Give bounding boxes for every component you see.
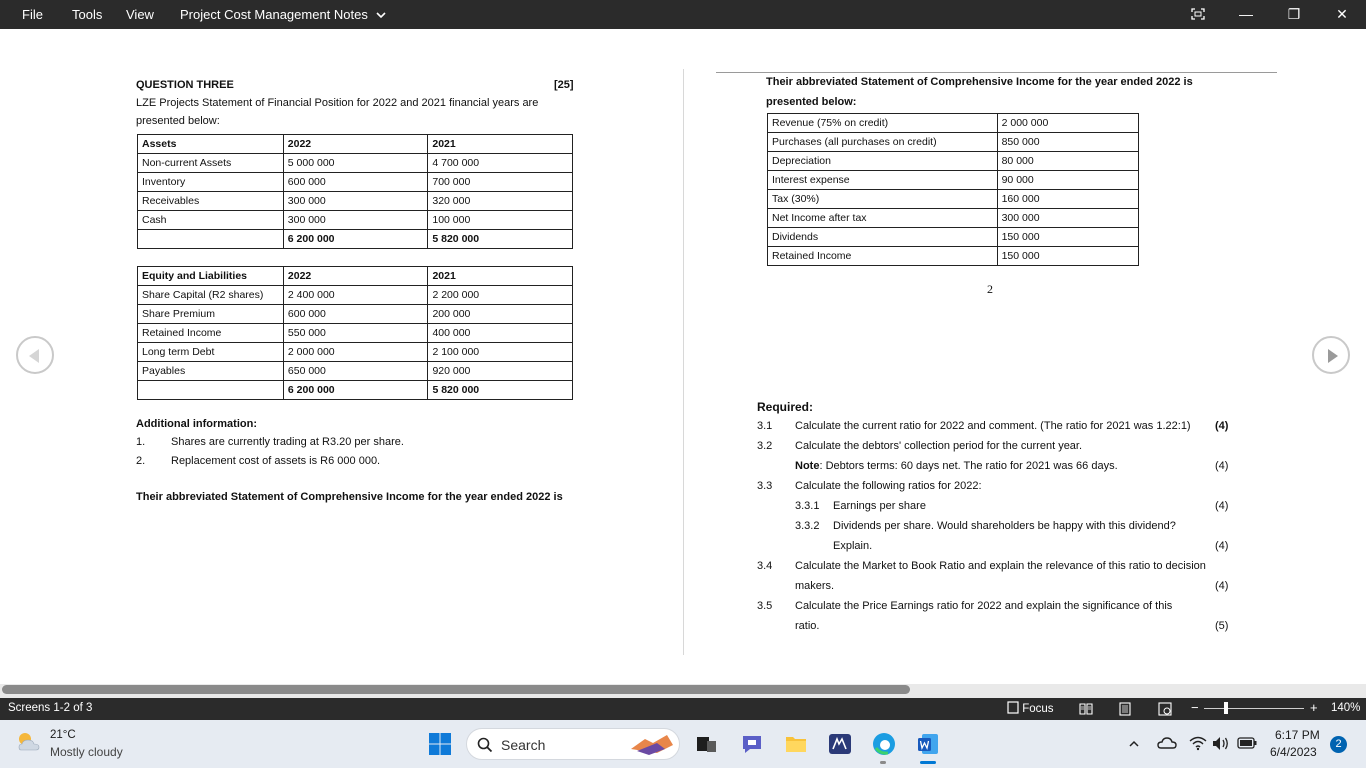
additional-info-title: Additional information: [136, 418, 257, 430]
chevron-left-icon [29, 349, 39, 363]
table-cell: 4 700 000 [428, 154, 573, 173]
table-row [138, 173, 573, 192]
soci-heading-line1: Their abbreviated Statement of Comprehensive Income for the year ended 2022 is [766, 76, 1193, 88]
table-cell: Interest expense [768, 171, 998, 190]
question-marks: (4) [1215, 540, 1229, 552]
table-cell: Cash [138, 211, 284, 230]
table-cell: 160 000 [997, 190, 1138, 209]
battery-icon[interactable] [1237, 737, 1257, 749]
table-cell: Payables [138, 362, 284, 381]
table-row [138, 211, 573, 230]
close-button[interactable]: ✕ [1336, 6, 1348, 22]
table-header-row [138, 267, 573, 286]
subquestion-number: 3.3.1 [795, 500, 820, 512]
table-cell: 200 000 [428, 305, 573, 324]
table-row [138, 324, 573, 343]
document-title-menu[interactable] [180, 7, 386, 22]
table-cell: 150 000 [997, 228, 1138, 247]
question-marks: (5) [1215, 620, 1229, 632]
subquestion-number: 3.3.2 [795, 520, 820, 532]
app-icon [828, 732, 852, 756]
table-cell: Dividends [768, 228, 998, 247]
note-label: Note [795, 460, 820, 472]
horizontal-scrollbar[interactable] [0, 684, 1366, 698]
table-row [768, 190, 1139, 209]
table-cell: Purchases (all purchases on credit) [768, 133, 998, 152]
store-app-button[interactable] [828, 732, 852, 756]
table-row [138, 343, 573, 362]
search-highlight-icon [627, 731, 679, 757]
table-cell: 920 000 [428, 362, 573, 381]
subquestion-text: Earnings per share [833, 500, 926, 512]
table-row [768, 228, 1139, 247]
table-cell: Long term Debt [138, 343, 284, 362]
table-row [138, 286, 573, 305]
chevron-up-icon[interactable] [1128, 739, 1140, 749]
subquestion-text-cont: Explain. [833, 540, 873, 552]
table-cell [138, 230, 284, 249]
question-text: Calculate the Market to Book Ratio and explain the relevance of this ratio to decision [795, 560, 1206, 572]
document-title: Project Cost Management Notes [180, 7, 368, 22]
taskbar [0, 720, 1366, 768]
table-cell: Inventory [138, 173, 284, 192]
table-header-cell: Assets [138, 135, 284, 154]
task-view-icon [694, 732, 718, 756]
clock-date[interactable]: 6/4/2023 [1270, 745, 1317, 759]
read-mode-icon[interactable] [1079, 702, 1093, 715]
chevron-right-icon [1328, 349, 1338, 363]
windows-icon [428, 732, 452, 756]
table-cell: 6 200 000 [283, 381, 428, 400]
table-cell: Net Income after tax [768, 209, 998, 228]
fullscreen-button[interactable] [1186, 3, 1210, 25]
question-marks: [25] [554, 79, 574, 91]
file-explorer-button[interactable] [784, 732, 808, 756]
table-cell: 2 100 000 [428, 343, 573, 362]
folder-icon [784, 732, 808, 756]
table-header-cell: 2022 [283, 267, 428, 286]
table-cell: 80 000 [997, 152, 1138, 171]
subquestion-text: Dividends per share. Would shareholders be happy with this dividend? [833, 520, 1176, 532]
table-row [138, 362, 573, 381]
table-row [138, 305, 573, 324]
taskbar-search-box[interactable] [466, 728, 680, 760]
teams-chat-button[interactable] [740, 732, 764, 756]
zoom-out-button[interactable]: − [1191, 700, 1199, 715]
weather-condition: Mostly cloudy [50, 745, 123, 759]
table-cell: 300 000 [997, 209, 1138, 228]
focus-icon [1007, 701, 1019, 714]
onedrive-icon[interactable] [1157, 736, 1177, 750]
table-cell: 100 000 [428, 211, 573, 230]
zoom-level[interactable]: 140% [1331, 702, 1361, 714]
partly-cloudy-icon [14, 728, 44, 756]
table-cell: 850 000 [997, 133, 1138, 152]
table-cell: 2 400 000 [283, 286, 428, 305]
question-marks: (4) [1215, 420, 1229, 432]
web-layout-icon[interactable] [1158, 702, 1172, 716]
table-cell: 5 820 000 [428, 381, 573, 400]
menu-tools[interactable]: Tools [72, 7, 103, 22]
edge-browser-button[interactable] [872, 732, 896, 756]
fullscreen-icon [1191, 8, 1205, 20]
table-cell: 5 000 000 [283, 154, 428, 173]
edge-running-indicator [880, 761, 886, 764]
question-title: QUESTION THREE [136, 79, 234, 91]
info-number: 2. [136, 455, 146, 467]
chevron-down-icon [376, 11, 386, 19]
minimize-button[interactable]: — [1239, 6, 1253, 22]
question-note [795, 460, 1118, 472]
table-row [768, 152, 1139, 171]
question-marks: (4) [1215, 500, 1229, 512]
question-number: 3.1 [757, 420, 773, 432]
search-icon [477, 737, 493, 753]
table-cell: 320 000 [428, 192, 573, 211]
question-text: Calculate the following ratios for 2022: [795, 480, 982, 492]
screens-indicator: Screens 1-2 of 3 [8, 702, 93, 714]
chat-icon [740, 732, 764, 756]
soci-heading-line2: presented below: [766, 96, 857, 108]
focus-button[interactable] [1007, 701, 1054, 715]
intro-text-line1: LZE Projects Statement of Financial Position for 2022 and 2021 financial years are [136, 97, 539, 109]
table-cell: 400 000 [428, 324, 573, 343]
question-text-cont: ratio. [795, 620, 820, 632]
table-cell: 650 000 [283, 362, 428, 381]
table-cell: 2 000 000 [997, 114, 1138, 133]
info-text: Replacement cost of assets is R6 000 000. [171, 455, 381, 467]
question-number: 3.4 [757, 560, 773, 572]
word-app-button[interactable] [916, 732, 940, 756]
table-cell [138, 381, 284, 400]
table-header-cell: 2021 [428, 267, 573, 286]
table-cell: 5 820 000 [428, 230, 573, 249]
page-divider [683, 69, 684, 655]
task-view-button[interactable] [694, 732, 718, 756]
table-row [138, 192, 573, 211]
word-icon [916, 732, 940, 756]
weather-temperature: 21°C [50, 729, 76, 741]
table-row [768, 209, 1139, 228]
word-active-indicator [920, 761, 936, 764]
zoom-in-button[interactable]: + [1310, 700, 1318, 715]
question-marks: (4) [1215, 460, 1229, 472]
table-total-row [138, 230, 573, 249]
table-cell: Tax (30%) [768, 190, 998, 209]
question-text: Calculate the Price Earnings ratio for 2022 and explain the significance of this [795, 600, 1173, 612]
table-header-cell: 2022 [283, 135, 428, 154]
table-cell: Share Premium [138, 305, 284, 324]
assets-table [137, 134, 573, 249]
table-row [138, 154, 573, 173]
table-cell: 2 200 000 [428, 286, 573, 305]
soci-heading: Their abbreviated Statement of Comprehensive Income for the year ended 2022 is [136, 491, 563, 503]
required-title: Required: [757, 400, 814, 414]
search-placeholder: Search [501, 737, 546, 753]
table-header-row [138, 135, 573, 154]
print-layout-icon[interactable] [1119, 702, 1131, 716]
edge-icon [872, 732, 896, 756]
question-marks: (4) [1215, 580, 1229, 592]
notification-badge[interactable]: 2 [1330, 736, 1347, 753]
note-text: : Debtors terms: 60 days net. The ratio for 2021 was 66 days. [819, 460, 1118, 472]
info-number: 1. [136, 436, 146, 448]
table-header-cell: 2021 [428, 135, 573, 154]
zoom-slider-track[interactable] [1204, 708, 1304, 709]
table-cell: Revenue (75% on credit) [768, 114, 998, 133]
start-button[interactable] [428, 732, 452, 756]
table-cell: Retained Income [768, 247, 998, 266]
next-page-button[interactable] [1312, 336, 1350, 374]
table-cell: Retained Income [138, 324, 284, 343]
table-cell: 300 000 [283, 192, 428, 211]
question-text: Calculate the debtors' collection period for the current year. [795, 440, 1083, 452]
table-row [768, 171, 1139, 190]
page-number: 2 [987, 282, 993, 296]
table-cell: 6 200 000 [283, 230, 428, 249]
document-viewer[interactable] [0, 29, 1366, 684]
table-total-row [138, 381, 573, 400]
table-cell: 90 000 [997, 171, 1138, 190]
question-number: 3.2 [757, 440, 773, 452]
question-text-cont: makers. [795, 580, 835, 592]
table-cell: 300 000 [283, 211, 428, 230]
menu-view[interactable]: View [126, 7, 154, 22]
question-number: 3.3 [757, 480, 773, 492]
table-row [768, 247, 1139, 266]
table-row [768, 133, 1139, 152]
weather-widget[interactable] [14, 728, 46, 758]
table-cell: 600 000 [283, 173, 428, 192]
volume-icon[interactable] [1212, 736, 1230, 751]
page-top-rule [716, 72, 1277, 73]
table-cell: 150 000 [997, 247, 1138, 266]
income-statement-table [767, 113, 1139, 266]
table-cell: 700 000 [428, 173, 573, 192]
info-text: Shares are currently trading at R3.20 per share. [171, 436, 404, 448]
previous-page-button[interactable] [16, 336, 54, 374]
focus-label: Focus [1022, 703, 1054, 715]
status-bar [0, 698, 1366, 720]
table-row [768, 114, 1139, 133]
table-cell: 2 000 000 [283, 343, 428, 362]
table-header-cell: Equity and Liabilities [138, 267, 284, 286]
question-text: Calculate the current ratio for 2022 and comment. (The ratio for 2021 was 1.22:1) [795, 420, 1191, 432]
wifi-icon[interactable] [1189, 736, 1207, 751]
equity-liabilities-table [137, 266, 573, 400]
menu-bar [0, 0, 1366, 29]
clock-time[interactable]: 6:17 PM [1275, 728, 1320, 742]
table-cell: Share Capital (R2 shares) [138, 286, 284, 305]
zoom-slider-thumb[interactable] [1224, 702, 1228, 714]
table-cell: Non-current Assets [138, 154, 284, 173]
table-cell: 600 000 [283, 305, 428, 324]
table-cell: Receivables [138, 192, 284, 211]
scrollbar-thumb[interactable] [2, 685, 910, 694]
table-cell: Depreciation [768, 152, 998, 171]
restore-button[interactable]: ❐ [1287, 6, 1301, 22]
intro-text-line2: presented below: [136, 115, 220, 127]
question-number: 3.5 [757, 600, 773, 612]
table-cell: 550 000 [283, 324, 428, 343]
menu-file[interactable]: File [22, 7, 43, 22]
